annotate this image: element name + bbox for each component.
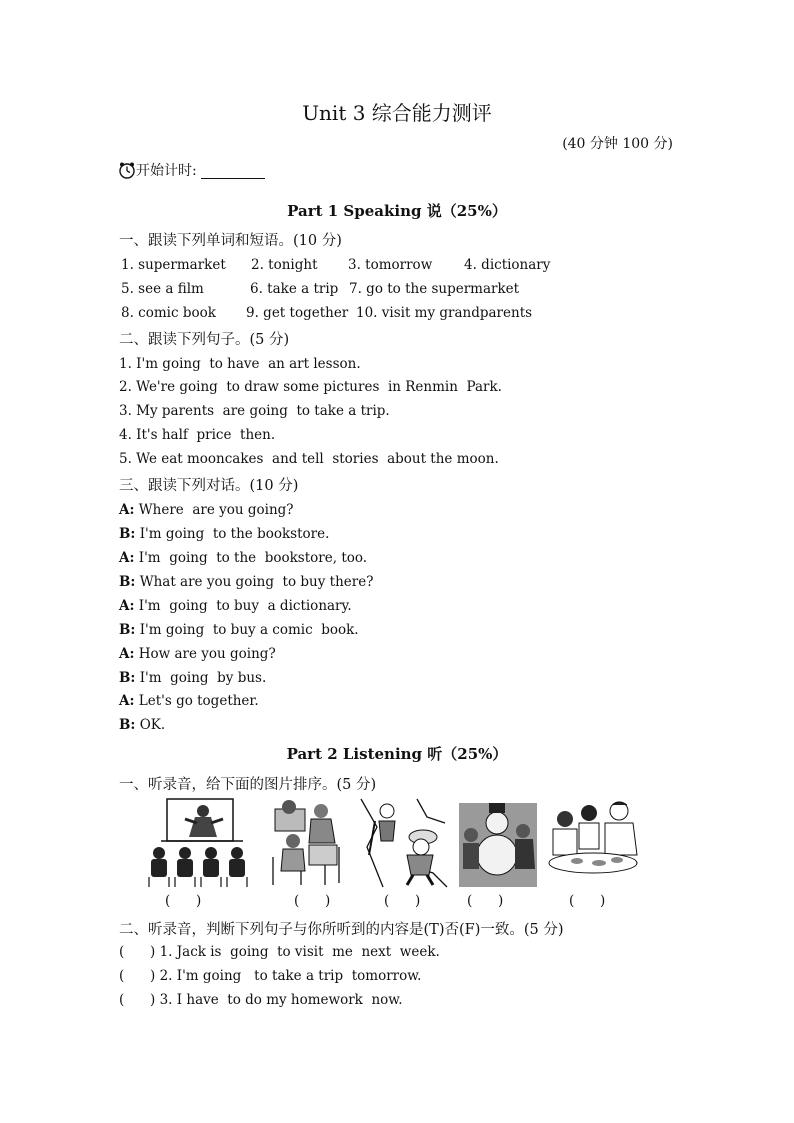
speaker-label: B: [119, 717, 136, 733]
dialogue-text: I'm going to the bookstore. [135, 526, 330, 542]
speaker-label: B: [119, 574, 136, 590]
timer-row [118, 160, 265, 180]
tf-answer-blank[interactable]: ( ) [119, 968, 156, 984]
part2-sec2-heading: 二、听录音，判断下列句子与你所听到的内容是(T)否(F)一致。(5 分) [119, 922, 564, 938]
dialogue-text: Let's go together. [134, 693, 259, 709]
tf-answer-blank[interactable]: ( ) [119, 992, 156, 1008]
sentence-line: 2. We're going to draw some pictures in Renmin Park. [119, 379, 502, 395]
dialogue-line [119, 646, 276, 662]
dialogue-text: What are you going to buy there? [135, 574, 374, 590]
part1-sec1-heading: 一、跟读下列单词和短语。(10 分) [119, 233, 342, 249]
word-item: 8. comic book [121, 305, 216, 321]
dialogue-line [119, 502, 294, 518]
word-item: 2. tonight [251, 257, 318, 273]
word-item: 9. get together [246, 305, 349, 321]
dialogue-line [119, 670, 266, 686]
speaker-label: A: [119, 550, 135, 566]
part2-sec1-heading: 一、听录音，给下面的图片排序。(5 分) [119, 777, 377, 793]
sentence-line: 3. My parents are going to take a trip. [119, 403, 390, 419]
word-item: 3. tomorrow [348, 257, 433, 273]
dialogue-text: How are you going? [134, 646, 276, 662]
time-score-info: (40 分钟 100 分) [562, 136, 673, 152]
timer-blank[interactable] [201, 162, 265, 179]
word-item: 1. supermarket [121, 257, 226, 273]
tf-item [119, 992, 403, 1008]
clock-icon [118, 161, 136, 179]
dialogue-text: I'm going to the bookstore, too. [134, 550, 368, 566]
snowman-picture [457, 797, 539, 889]
speaker-label: A: [119, 693, 135, 709]
speaker-label: A: [119, 598, 135, 614]
sentence-line: 1. I'm going to have an art lesson. [119, 356, 361, 372]
tf-statement: 3. I have to do my homework now. [155, 992, 403, 1008]
sentence-line: 4. It's half price then. [119, 427, 276, 443]
part1-title: Part 1 Speaking 说（25%） [287, 202, 507, 220]
word-item: 6. take a trip [250, 281, 339, 297]
part1-sec3-heading: 三、跟读下列对话。(10 分) [119, 478, 299, 494]
tf-item [119, 968, 421, 984]
film-audience-picture [145, 797, 263, 889]
dialogue-line [119, 717, 165, 733]
part1-sec2-heading: 二、跟读下列句子。(5 分) [119, 332, 290, 348]
speaker-label: A: [119, 502, 135, 518]
part2-title: Part 2 Listening 听（25%） [286, 745, 508, 763]
word-item: 4. dictionary [464, 257, 551, 273]
word-item: 7. go to the supermarket [349, 281, 520, 297]
speaker-label: B: [119, 622, 136, 638]
dialogue-text: Where are you going? [134, 502, 294, 518]
speaker-label: B: [119, 526, 136, 542]
dialogue-line [119, 550, 367, 566]
picture-answer-blank[interactable]: ( ) [294, 893, 331, 909]
picture-row [145, 797, 645, 889]
dialogue-text: I'm going to buy a dictionary. [134, 598, 352, 614]
timer-label: 开始计时: [136, 163, 197, 179]
dialogue-text: OK. [135, 717, 166, 733]
tf-statement: 1. Jack is going to visit me next week. [155, 944, 440, 960]
word-item: 10. visit my grandparents [356, 305, 533, 321]
dialogue-text: I'm going by bus. [135, 670, 267, 686]
picture-answer-blank[interactable]: ( ) [165, 893, 202, 909]
sentence-line: 5. We eat mooncakes and tell stories about the moon. [119, 451, 499, 467]
picture-answer-blank[interactable]: ( ) [384, 893, 421, 909]
picture-answer-blank[interactable]: ( ) [569, 893, 606, 909]
dialogue-text: I'm going to buy a comic book. [135, 622, 359, 638]
art-class-picture [265, 797, 347, 889]
hiking-picture [357, 797, 449, 889]
dialogue-line [119, 598, 352, 614]
page-title: Unit 3 综合能力测评 [302, 101, 492, 125]
dialogue-line [119, 622, 359, 638]
dialogue-line [119, 574, 373, 590]
tf-statement: 2. I'm going to take a trip tomorrow. [155, 968, 422, 984]
dialogue-line [119, 526, 329, 542]
tf-answer-blank[interactable]: ( ) [119, 944, 156, 960]
speaker-label: B: [119, 670, 136, 686]
word-item: 5. see a film [121, 281, 204, 297]
speaker-label: A: [119, 646, 135, 662]
dialogue-line [119, 693, 259, 709]
picture-answer-blank[interactable]: ( ) [467, 893, 504, 909]
tf-item [119, 944, 440, 960]
family-meal-picture [547, 797, 645, 889]
